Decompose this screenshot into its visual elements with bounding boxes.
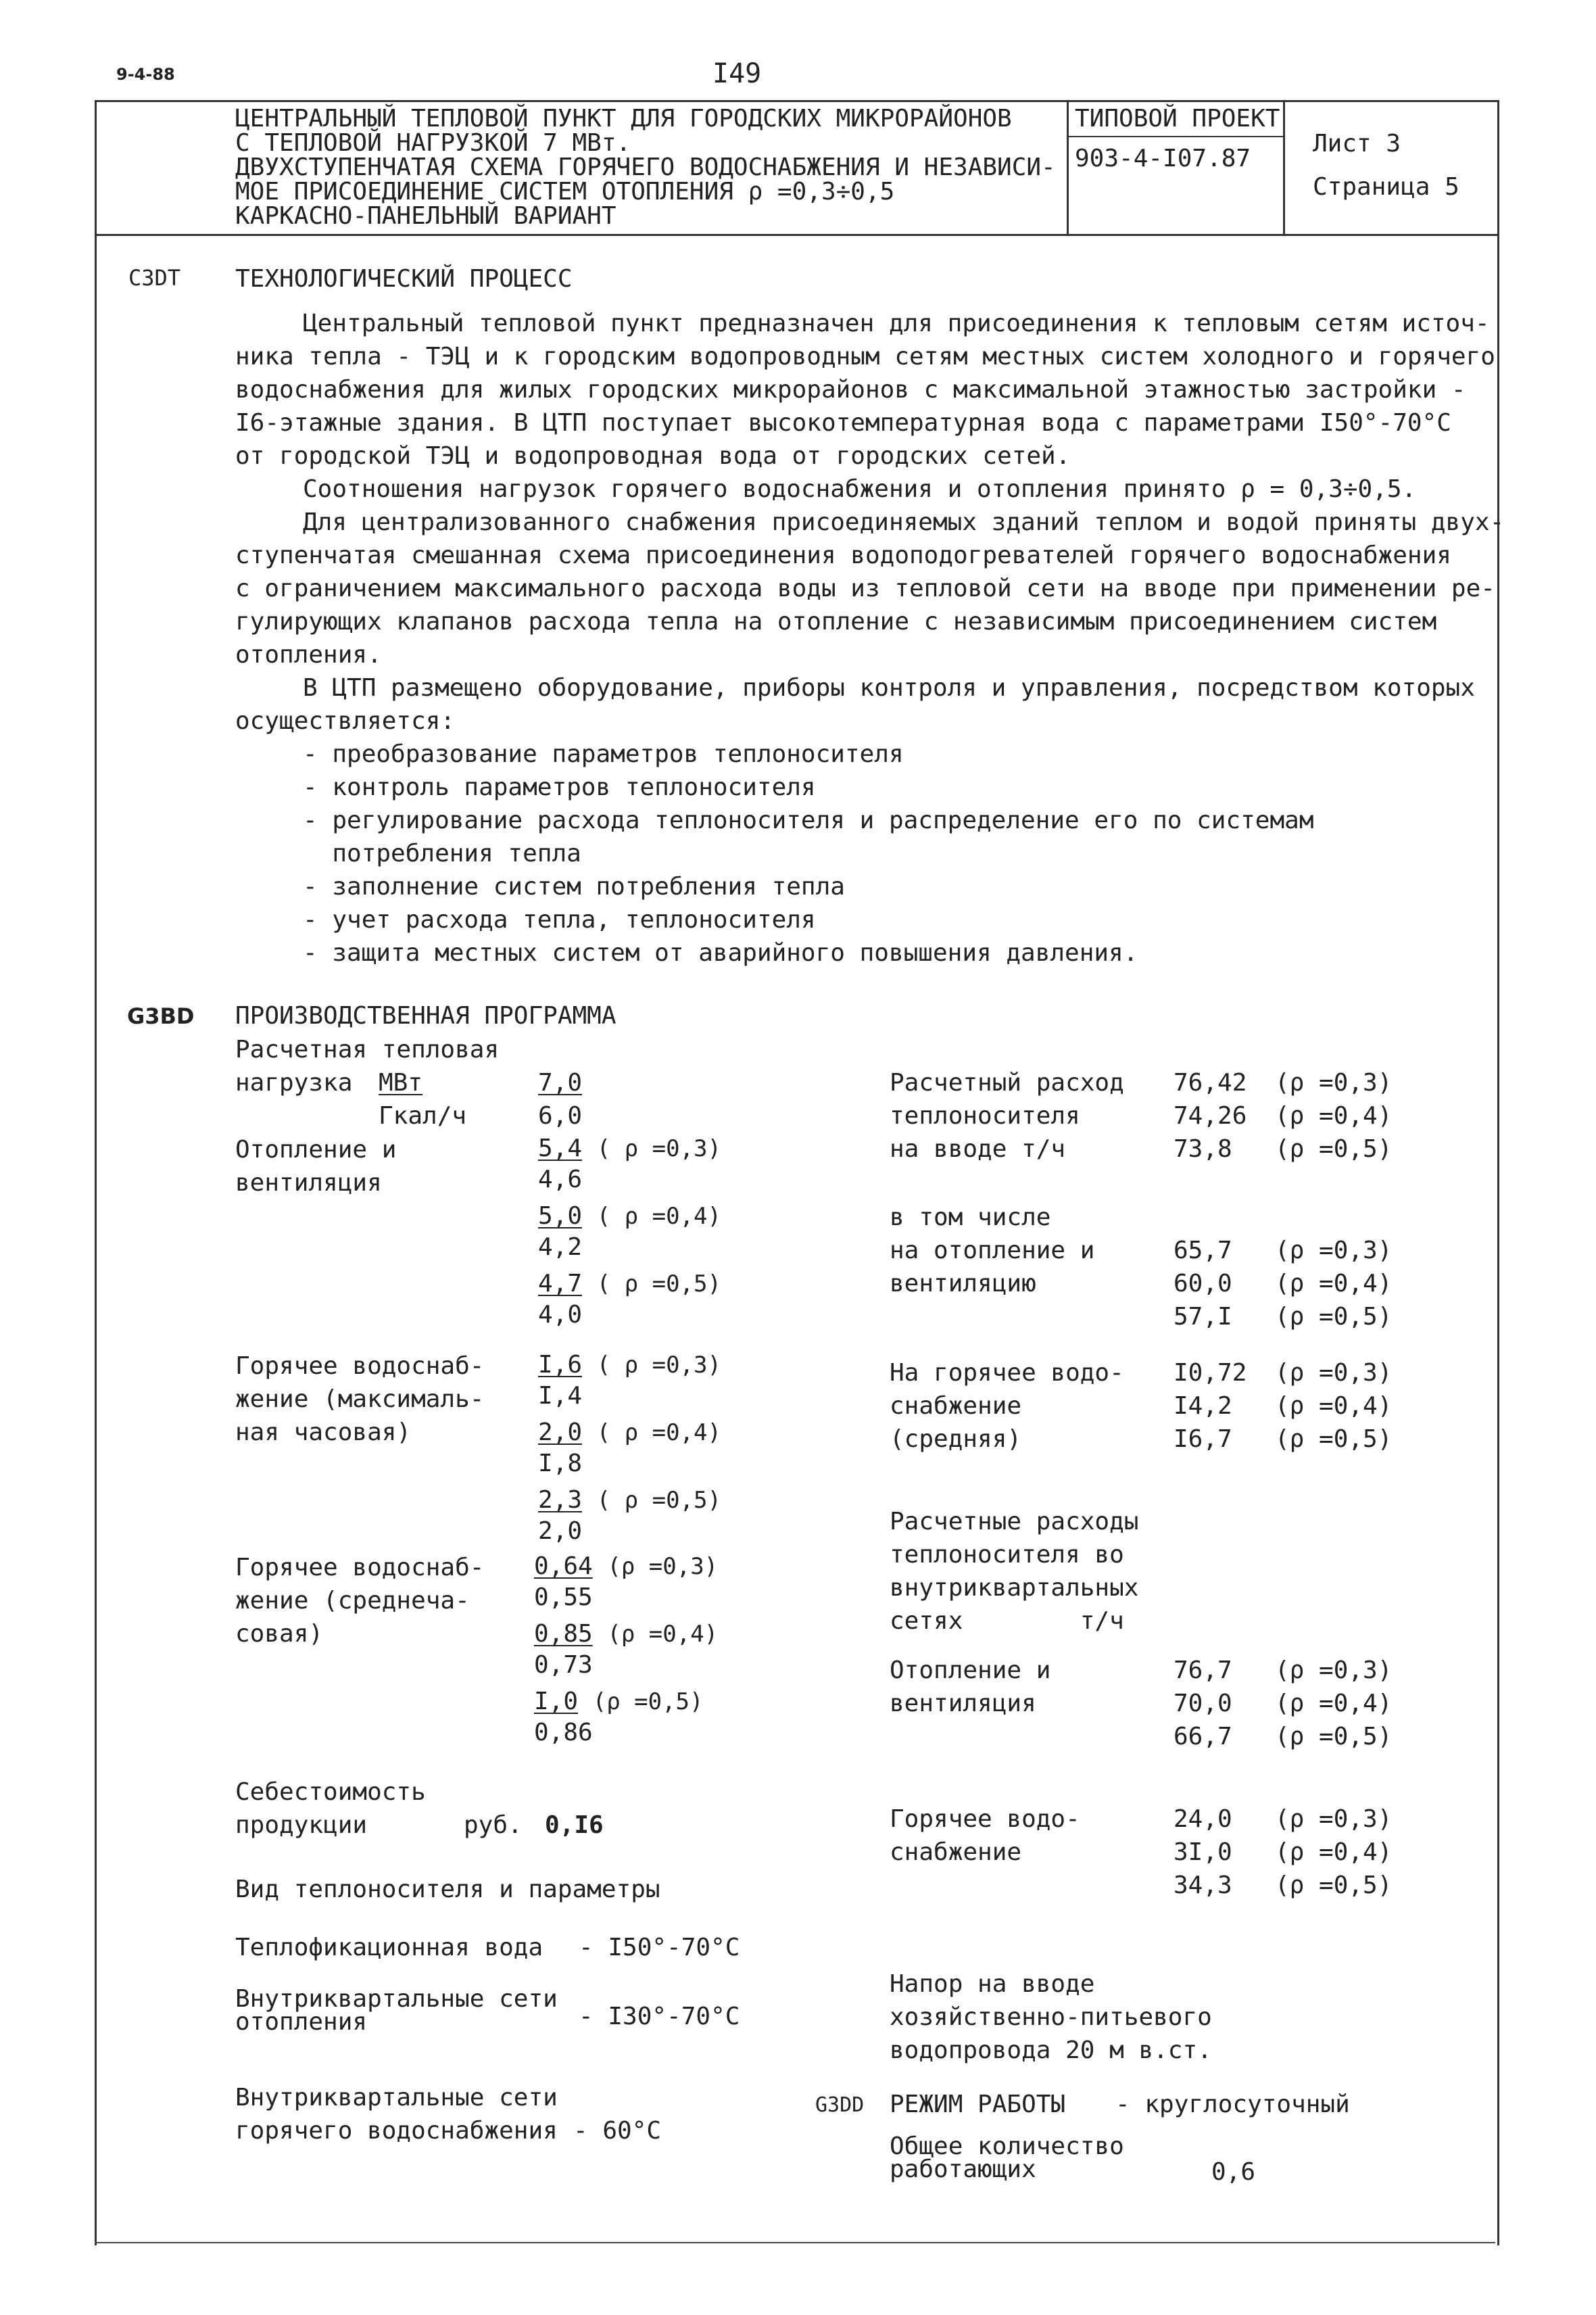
hws-max-label-line: ная часовая) <box>235 1418 412 1446</box>
page-code: 9-4-88 <box>116 65 175 84</box>
heating-value-group <box>538 1201 721 1263</box>
rho-label: (ρ =0,5) <box>1275 1425 1393 1453</box>
fraction-bottom: 0,86 <box>534 1719 593 1746</box>
value-row <box>1174 1356 1392 1389</box>
heating-label-line: Отопление и <box>235 1136 397 1164</box>
staff-label <box>890 2132 1124 2183</box>
hws-avg-label-line: жение (среднеча- <box>235 1587 470 1615</box>
value: I6,7 <box>1174 1425 1232 1453</box>
load-label-line: нагрузка <box>235 1069 353 1097</box>
cost-value: 0,I6 <box>545 1811 604 1839</box>
load-label <box>235 1033 499 1099</box>
title-block-divider <box>95 234 1497 236</box>
text-line: осуществляется: <box>235 707 456 735</box>
fraction <box>538 1268 721 1299</box>
flow-label <box>890 1066 1124 1166</box>
value-row <box>1174 1300 1392 1333</box>
incl-heating-values <box>1174 1234 1392 1333</box>
section-title: ПРОИЗВОДСТВЕННАЯ ПРОГРАММА <box>235 1002 616 1030</box>
page-number: I49 <box>712 58 762 89</box>
text-line: Центральный тепловой пункт предназначен для присоединения к тепловым сетям источ- <box>303 310 1490 337</box>
value: 66,7 <box>1174 1723 1232 1750</box>
hws-avg-value-group <box>534 1686 703 1748</box>
cost-unit: руб. <box>464 1811 523 1839</box>
sheet-number: Лист 3 <box>1313 130 1401 158</box>
fraction <box>538 1133 721 1164</box>
rho-label: (ρ =0,5) <box>1275 1303 1393 1331</box>
intra-label-line: Расчетные расходы <box>890 1508 1139 1535</box>
project-title-line: ДВУХСТУПЕНЧАТАЯ СХЕМА ГОРЯЧЕГО ВОДОСНАБЖЕНИЯ И НЕЗАВИСИ- <box>235 153 1056 181</box>
hws-max-value-group <box>538 1417 721 1479</box>
rho-label: ( ρ =0,3) <box>596 1135 721 1162</box>
value-row <box>1174 1066 1392 1099</box>
rho-label: ( ρ =0,4) <box>596 1419 721 1446</box>
incl-heating-label <box>890 1201 1094 1300</box>
fraction-bottom: 0,55 <box>534 1583 593 1611</box>
value: 57,I <box>1174 1303 1232 1331</box>
hws-net-value: - 60°C <box>573 2117 662 2145</box>
cost-label-line: Себестоимость <box>235 1778 426 1806</box>
fraction <box>534 1686 703 1717</box>
hws-avg-value-group <box>534 1619 718 1681</box>
intra-label-line: внутриквартальных <box>890 1574 1139 1602</box>
value-row <box>1174 1869 1392 1902</box>
rho-label: (ρ =0,4) <box>1275 1102 1393 1130</box>
value-row <box>1174 1234 1392 1267</box>
value-row <box>1174 1132 1392 1166</box>
rho-label: (ρ =0,3) <box>1275 1656 1393 1684</box>
value-row <box>1174 1099 1392 1132</box>
rho-label: (ρ =0,3) <box>1275 1359 1393 1387</box>
value: 34,3 <box>1174 1871 1232 1899</box>
fraction-bottom: 4,6 <box>538 1166 583 1193</box>
section-title: РЕЖИМ РАБОТЫ <box>890 2091 1066 2118</box>
fraction-bottom: I,8 <box>538 1450 583 1477</box>
text-line: водоснабжения для жилых городских микрорайонов с максимальной этажностью застройки - <box>235 376 1466 404</box>
rho-label: (ρ =0,4) <box>1275 1690 1393 1717</box>
intra-heating-label-line: вентиляция <box>890 1690 1036 1717</box>
section-title: ТЕХНОЛОГИЧЕСКИЙ ПРОЦЕСС <box>235 265 573 293</box>
fraction-bottom: 4,0 <box>538 1301 583 1329</box>
district-water-value: - I50°-70°C <box>579 1934 740 1961</box>
bullet-item: - учет расхода тепла, теплоносителя <box>303 906 816 934</box>
heating-value-group <box>538 1133 721 1195</box>
hws-max-label-line: Горячее водоснаб- <box>235 1352 485 1380</box>
value: I4,2 <box>1174 1392 1232 1420</box>
intra-heating-label <box>890 1654 1050 1720</box>
rho-label: ( ρ =0,3) <box>596 1352 721 1379</box>
intra-hws-values <box>1174 1803 1392 1902</box>
rho-label: (ρ =0,5) <box>1275 1871 1393 1899</box>
value-row <box>1174 1423 1392 1456</box>
incl-hws-values <box>1174 1356 1392 1456</box>
value: 3I,0 <box>1174 1838 1232 1866</box>
rho-label: ( ρ =0,4) <box>596 1203 721 1230</box>
staff-label-line: Общее количество <box>890 2132 1124 2160</box>
intra-label-line: теплоносителя во <box>890 1541 1124 1569</box>
incl-heating-label-line: в том числе <box>890 1203 1051 1231</box>
rho-label: (ρ =0,3) <box>1275 1069 1393 1097</box>
value: 24,0 <box>1174 1805 1232 1833</box>
fraction-top: 5,0 <box>538 1202 583 1230</box>
staff-value: 0,6 <box>1211 2158 1256 2186</box>
intra-hws-label-line: Горячее водо- <box>890 1805 1080 1833</box>
fraction-top: I,6 <box>538 1351 583 1379</box>
value: 70,0 <box>1174 1690 1232 1717</box>
load-gcal-value: 6,0 <box>538 1102 583 1130</box>
bullet-item: - защита местных систем от аварийного повышения давления. <box>303 939 1138 967</box>
fraction-bottom: 2,0 <box>538 1517 583 1545</box>
heating-label-line: вентиляция <box>235 1169 382 1197</box>
project-label: ТИПОВОЙ ПРОЕКТ <box>1075 105 1280 133</box>
rho-label: ( ρ =0,5) <box>596 1487 721 1514</box>
title-block-vline-2 <box>1283 100 1285 234</box>
incl-hws-label-line: (средняя) <box>890 1425 1022 1453</box>
text-line: ника тепла - ТЭЦ и к городским водопроводным сетям местных систем холодного и горячего <box>235 343 1495 371</box>
project-title-line: ЦЕНТРАЛЬНЫЙ ТЕПЛОВОЙ ПУНКТ ДЛЯ ГОРОДСКИХ МИКРОРАЙОНОВ <box>235 105 1012 133</box>
intra-label-line: сетях т/ч <box>890 1607 1124 1635</box>
fraction-top: 0,64 <box>534 1552 593 1580</box>
incl-heating-label-line: на отопление и <box>890 1237 1095 1264</box>
fraction <box>534 1551 718 1582</box>
heating-label <box>235 1133 396 1199</box>
text-line: отопления. <box>235 641 382 669</box>
rho-label: (ρ =0,3) <box>607 1553 719 1580</box>
value: 76,7 <box>1174 1656 1232 1684</box>
heating-net-label <box>235 1985 558 2036</box>
unit-mw: МВт <box>379 1069 423 1097</box>
intra-heating-label-line: Отопление и <box>890 1656 1051 1684</box>
hws-avg-label-line: Горячее водоснаб- <box>235 1554 485 1581</box>
rho-label: ( ρ =0,5) <box>596 1270 721 1297</box>
project-title-line: КАРКАСНО-ПАНЕЛЬНЫЙ ВАРИАНТ <box>235 202 616 230</box>
flow-label-line: теплоносителя <box>890 1102 1080 1130</box>
heating-value-group <box>538 1268 721 1331</box>
text-line: Для централизованного снабжения присоединяемых зданий теплом и водой приняты двух- <box>303 508 1505 536</box>
text-line: I6-этажные здания. В ЦТП поступает высокотемпературная вода с параметрами I50°-70°C <box>235 409 1451 437</box>
value: 60,0 <box>1174 1270 1232 1297</box>
hws-avg-value-group <box>534 1551 718 1613</box>
staff-label-line: работающих <box>890 2155 1036 2183</box>
rho-label: (ρ =0,5) <box>592 1688 704 1715</box>
cost-label <box>235 1775 426 1842</box>
fraction <box>538 1350 721 1381</box>
hws-avg-label <box>235 1551 484 1650</box>
value-row <box>1174 1267 1392 1300</box>
intra-label <box>890 1505 1138 1638</box>
rho-label: (ρ =0,3) <box>1275 1805 1393 1833</box>
section-code: G3DD <box>815 2093 865 2117</box>
text-line: В ЦТП размещено оборудование, приборы контроля и управления, посредством которых <box>303 674 1475 702</box>
fraction <box>538 1201 721 1232</box>
pressure-note-line: водопровода 20 м в.ст. <box>890 2036 1212 2064</box>
fraction <box>534 1619 718 1650</box>
fraction-bottom: 0,73 <box>534 1651 593 1679</box>
fraction-top: 2,3 <box>538 1486 583 1514</box>
fraction-bottom: 4,2 <box>538 1233 583 1261</box>
intra-hws-label-line: снабжение <box>890 1838 1022 1866</box>
bullet-item: - контроль параметров теплоносителя <box>303 773 816 801</box>
fraction <box>538 1485 721 1516</box>
rho-label: (ρ =0,5) <box>1275 1723 1393 1750</box>
project-title-line: С ТЕПЛОВОЙ НАГРУЗКОЙ 7 МВт. <box>235 129 631 157</box>
rho-label: (ρ =0,4) <box>1275 1838 1393 1866</box>
rho-label: (ρ =0,4) <box>607 1621 719 1648</box>
district-water-label: Теплофикационная вода <box>235 1934 543 1961</box>
bullet-item: - регулирование расхода теплоносителя и распределение его по системам <box>303 807 1314 834</box>
fraction-top: I,0 <box>534 1688 579 1715</box>
page-frame-bottom <box>95 2242 1495 2243</box>
text-line: ступенчатая смешанная схема присоединения водоподогревателей горячего водоснабжения <box>235 542 1451 569</box>
section-code: G3BD <box>127 1003 195 1029</box>
flow-label-line: на вводе т/ч <box>890 1135 1066 1163</box>
hws-net-label-line: горячего водоснабжения <box>235 2117 558 2145</box>
fraction-top: 2,0 <box>538 1418 583 1446</box>
section-code: C3DT <box>128 265 181 291</box>
hws-max-label <box>235 1350 484 1449</box>
cost-label-line: продукции <box>235 1811 368 1839</box>
text-line: от городской ТЭЦ и водопроводная вода от городских сетей. <box>235 442 1071 470</box>
hws-max-value-group <box>538 1485 721 1547</box>
intra-heating-values <box>1174 1654 1392 1753</box>
fraction-top: 5,4 <box>538 1135 583 1162</box>
rho-label: (ρ =0,4) <box>1275 1392 1393 1420</box>
text-line: Соотношения нагрузок горячего водоснабжения и отопления принято ρ = 0,3÷0,5. <box>303 475 1417 503</box>
carrier-title: Вид теплоносителя и параметры <box>235 1876 660 1903</box>
fraction <box>538 1417 721 1448</box>
incl-hws-label-line: снабжение <box>890 1392 1022 1420</box>
project-number: 903-4-I07.87 <box>1075 145 1251 172</box>
incl-hws-label-line: На горячее водо- <box>890 1359 1124 1387</box>
fraction-top: 0,85 <box>534 1620 593 1648</box>
hws-max-value-group <box>538 1350 721 1412</box>
bullet-item: - преобразование параметров теплоносителя <box>303 740 904 768</box>
rho-label: (ρ =0,4) <box>1275 1270 1393 1297</box>
load-label-line: Расчетная тепловая <box>235 1036 500 1064</box>
incl-heating-label-line: вентиляцию <box>890 1270 1036 1297</box>
value-row <box>1174 1720 1392 1753</box>
pressure-note-line: хозяйственно-питьевого <box>890 2003 1212 2031</box>
value-row <box>1174 1836 1392 1869</box>
paragraph <box>235 307 1505 970</box>
bullet-item: потребления тепла <box>303 840 581 867</box>
work-mode: - круглосуточный <box>1115 2091 1350 2118</box>
value: I0,72 <box>1174 1359 1247 1387</box>
hws-net-label <box>235 2081 558 2147</box>
hws-avg-label-line: совая) <box>235 1620 324 1648</box>
intra-hws-label <box>890 1803 1080 1869</box>
value-row <box>1174 1654 1392 1687</box>
heating-net-label-line: Внутриквартальные сети <box>235 1985 558 2013</box>
text-line: гулирующих клапанов расхода тепла на отопление с независимым присоединением систем <box>235 608 1437 636</box>
rho-label: (ρ =0,3) <box>1275 1237 1393 1264</box>
load-mw-value: 7,0 <box>538 1069 583 1097</box>
flow-values <box>1174 1066 1392 1166</box>
hws-max-label-line: жение (максималь- <box>235 1385 485 1413</box>
fraction-bottom: I,4 <box>538 1382 583 1410</box>
heating-net-value: - I30°-70°C <box>579 2003 740 2030</box>
text-line: с ограничением максимального расхода воды из тепловой сети на вводе при применении ре- <box>235 575 1495 602</box>
bullet-item: - заполнение систем потребления тепла <box>303 873 845 901</box>
pressure-note-line: Напор на вводе <box>890 1970 1095 1998</box>
title-block-vline-1 <box>1067 100 1069 234</box>
value: 73,8 <box>1174 1135 1232 1163</box>
value-row <box>1174 1389 1392 1423</box>
value: 76,42 <box>1174 1069 1247 1097</box>
value: 65,7 <box>1174 1237 1232 1264</box>
unit-gcal: Гкал/ч <box>379 1102 467 1130</box>
value-row <box>1174 1687 1392 1720</box>
rho-label: (ρ =0,5) <box>1275 1135 1393 1163</box>
incl-hws-label <box>890 1356 1124 1456</box>
value: 74,26 <box>1174 1102 1247 1130</box>
page-label: Страница 5 <box>1313 173 1459 201</box>
project-title <box>235 107 1056 229</box>
hws-net-label-line: Внутриквартальные сети <box>235 2084 558 2111</box>
fraction-top: 4,7 <box>538 1270 583 1297</box>
project-label-divider <box>1067 136 1283 137</box>
value-row <box>1174 1803 1392 1836</box>
pressure-note <box>890 1967 1212 2067</box>
heating-net-label-line: отопления <box>235 2008 368 2036</box>
project-title-line: МОЕ ПРИСОЕДИНЕНИЕ СИСТЕМ ОТОПЛЕНИЯ ρ =0,3÷0,5 <box>235 178 895 206</box>
flow-label-line: Расчетный расход <box>890 1069 1124 1097</box>
